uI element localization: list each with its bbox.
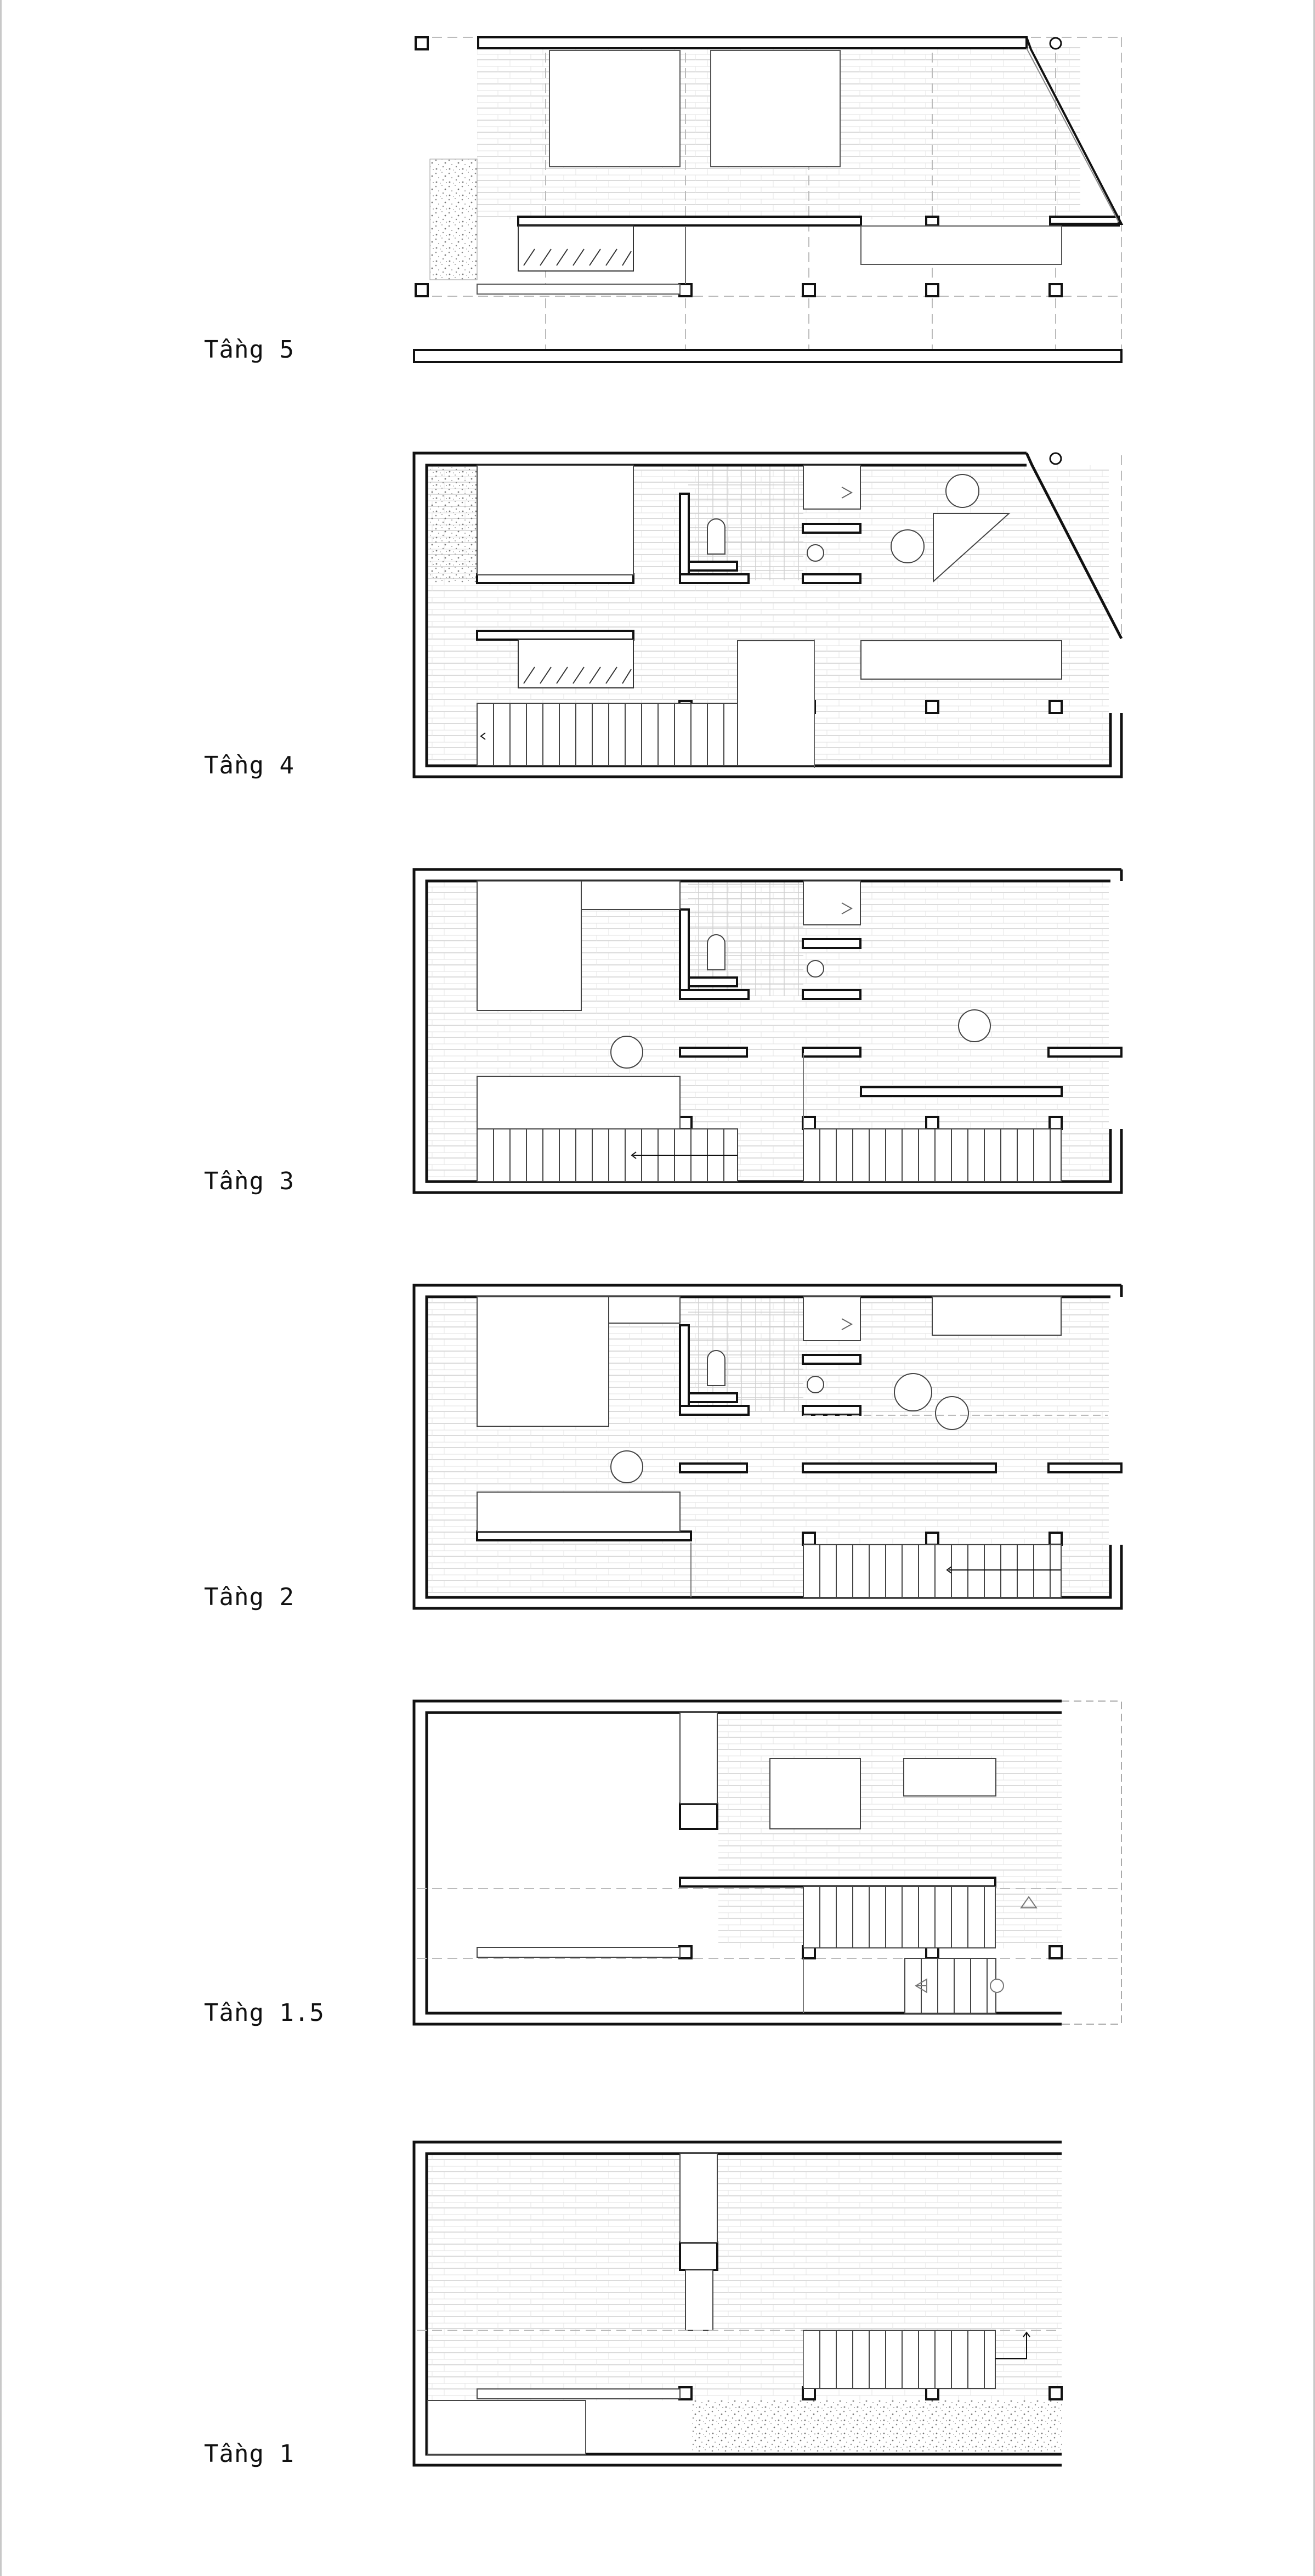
floor-4-wardrobe [477,465,633,575]
floor-5-planter [861,226,1062,264]
floor-3-toilet-icon [707,935,725,970]
floor-2-closet-top [609,1297,680,1323]
floor-3-column [803,1117,815,1129]
floor-3-column [1050,1117,1062,1129]
floor-1-column [926,2387,938,2399]
floor-1-shoe-cabinet [428,2400,586,2454]
floor-4-bath-wall [680,494,689,583]
plan-floor-3 [414,869,1121,1193]
floor-2-bath-shelf [689,1393,737,1402]
floor-label-4: Tầng 4 [204,752,294,779]
floor-label-1-5: Tầng 1.5 [204,1999,325,2027]
floor-2-bath-wall [680,1406,749,1415]
floor-4-stool [891,530,924,563]
floor-1-flue-base [685,2270,713,2330]
floor-1-gravel-yard [692,2400,1062,2455]
floor-2-wall-segment [477,1532,691,1540]
floor-2-sink-icon [807,1376,824,1393]
floor-5-skylight [711,50,840,167]
floor-2-bath-wall [680,1325,689,1415]
floor-5-column [679,284,691,296]
floor-3-bed [477,1076,680,1129]
floor-2-bath-wall [803,1406,860,1415]
floor-1-5-column [679,1946,691,1958]
floor-4-sink-icon [807,545,824,561]
floor-4-toilet-icon [707,519,725,554]
floor-5-column [926,217,938,225]
plan-floor-4 [414,453,1121,777]
floor-3-sink-icon [807,961,824,977]
floor-2-toilet-icon [707,1351,725,1386]
floor-5-parapet-south [414,350,1121,362]
floor-2-wall-segment [1048,1464,1121,1472]
floor-4-bath-wall [803,574,860,583]
floor-3-stool [611,1036,643,1068]
floor-3-bath-wall [680,909,689,999]
floor-3-beam [861,1087,1062,1096]
floor-1-5-chimney [680,1804,717,1829]
floor-3-wall-segment [803,1048,860,1057]
floor-3-vanity [803,881,860,925]
floor-2-bed [477,1492,680,1532]
floor-3-wall-segment [1048,1048,1121,1057]
floor-1-flue [680,2154,717,2242]
floor-1-5-void-outline [1062,1701,1121,2024]
floor-label-1: Tầng 1 [204,2440,294,2468]
floor-2-wardrobe [477,1297,609,1426]
floor-1-bench [477,2389,680,2399]
floor-5-wall-north [478,37,1027,48]
floor-4-wall-segment [477,574,633,583]
floor-3-column [926,1117,938,1129]
floor-5-column [416,284,428,296]
floor-5-drain-icon [1050,38,1061,49]
floor-3-bath-wall [803,939,860,948]
floor-2-stool [936,1397,968,1430]
floor-3-bath-wall [803,990,860,999]
floor-4-column [1050,701,1062,713]
floor-4-gravel-strip [430,467,477,583]
floor-1-5-bench [477,1947,680,1957]
floor-2-column [1050,1533,1062,1545]
floor-3-closet-top [581,881,680,909]
floor-1-5-drain-icon [990,1979,1004,1992]
floor-2-stool [611,1451,643,1483]
floor-3-stair-west [477,1129,738,1182]
floor-5-skylight [549,50,680,167]
floor-3-wall-segment [680,1048,747,1057]
floor-1-5-wall-segment [680,1878,995,1886]
floor-2-counter [932,1297,1061,1335]
floor-4-counter [861,641,1062,679]
plan-floor-5 [414,37,1121,362]
floor-2-vanity [803,1297,860,1341]
floor-2-stair [803,1545,1061,1597]
floor-5-column [803,284,815,296]
floor-4-bath-shelf [689,562,737,570]
plan-floor-1-5 [414,1701,1121,2024]
floor-4-bath-wall [803,524,860,533]
plan-floor-2 [414,1285,1121,1608]
floor-1-column [679,2387,691,2399]
floor-3-bath-wall [680,990,749,999]
floor-5-beam-mid [518,217,861,225]
floor-1-5-column [1050,1946,1062,1958]
floor-5-column [1050,284,1062,296]
floor-label-3: Tầng 3 [204,1167,294,1195]
floor-4-stool [946,474,979,507]
floor-1-5-stair-upper [803,1886,995,1948]
floor-5-bench [477,284,680,294]
floor-3-stool [959,1010,990,1042]
floor-4-drain-icon [1050,453,1061,464]
floor-1-column [1050,2387,1062,2399]
floor-4-bath-wall [680,574,749,583]
floor-2-bath-wall [803,1355,860,1364]
floor-5-column [926,284,938,296]
floor-4-column [926,701,938,713]
floor-2-wall-segment [680,1464,747,1472]
floor-label-2: Tầng 2 [204,1583,294,1611]
floor-1-chimney [680,2242,717,2270]
floor-3-stair-east [803,1129,1061,1182]
floor-4-stair-lower [477,703,738,766]
floor-1-5-table [770,1759,860,1829]
plan-floor-1 [414,2142,1062,2465]
floor-4-wall-segment [477,631,633,640]
floor-4-vanity [803,465,860,509]
floor-2-stool [894,1374,932,1411]
floor-1-column [803,2387,815,2399]
floor-3-column [679,1117,691,1129]
floor-5-column [416,37,428,49]
floor-3-bath-shelf [689,978,737,986]
floor-3-wardrobe [477,881,581,1010]
floor-label-5: Tầng 5 [204,336,294,364]
floor-1-5-flue [680,1713,717,1804]
floor-4-door-panel [738,641,814,766]
floor-2-column [926,1533,938,1545]
floor-5-gravel-strip [430,159,477,280]
floor-2-column [803,1533,815,1545]
floor-5-stair [518,226,633,271]
floor-4-stair-upper [518,640,633,688]
floor-2-wall-segment [803,1464,996,1472]
floor-1-5-sofa [904,1759,996,1796]
